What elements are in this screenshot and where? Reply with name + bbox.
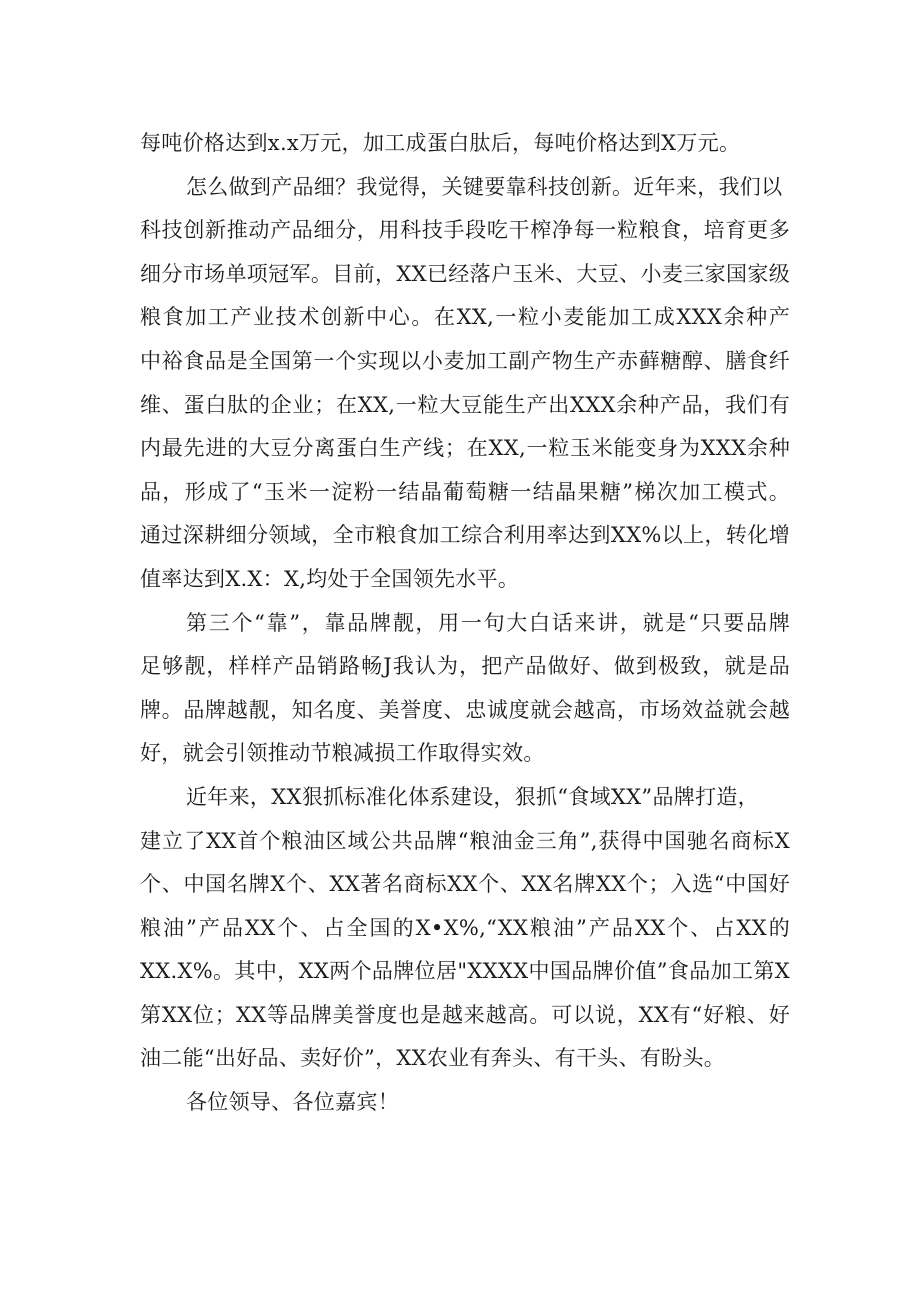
text-line: 内最先进的大豆分离蛋白生产线；在XX,一粒玉米能变身为XXX余种 [140, 436, 790, 461]
text-line: XX.X%。其中，XX两个品牌位居"XXXX中国品牌价值”食品加工第X [140, 959, 790, 984]
text-line: 近年来，XX狠抓标准化体系建设，狠抓“食域XX”品牌打造， [186, 784, 759, 809]
text-line: 每吨价格达到x.x万元，加工成蛋白肽后，每吨价格达到X万元。 [140, 131, 741, 155]
text-line: 粮油”产品XX个、占全国的X•X%,“XX粮油”产品XX个、占XX的 [140, 915, 790, 940]
text-line: 维、蛋白肽的企业；在XX,一粒大豆能生产出XXX余种产品，我们有 [140, 392, 790, 417]
text-line: 好，就会引领推动节粮减损工作取得实效。 [140, 741, 545, 766]
text-line: 牌。品牌越靓，知名度、美誉度、忠诚度就会越高，市场效益就会越 [140, 697, 790, 722]
text-line: 油二能“出好品、卖好价”，XX农业有奔头、有干头、有盼头。 [140, 1046, 726, 1071]
text-line: 足够靓，样样产品销路畅J我认为，把产品做好、做到极致，就是品 [140, 654, 790, 679]
text-line: 怎么做到产品细？我觉得，关键要靠科技创新。近年来，我们以 [186, 174, 783, 199]
text-line: 各位领导、各位嘉宾！ [186, 1090, 399, 1115]
text-line: 通过深耕细分领域，全市粮食加工综合利用率达到XX%以上，转化增 [140, 523, 790, 548]
text-line: 细分市场单项冠军。目前，XX已经落户玉米、大豆、小麦三家国家级 [140, 261, 790, 286]
text-line: 粮食加工产业技术创新中心。在XX,一粒小麦能加工成XXX余种产 [140, 305, 790, 330]
text-line: 品，形成了“玉米一淀粉一结晶葡萄糖一结晶果糖”梯次加工模式。 [140, 479, 790, 504]
text-line: 第三个“靠”，靠品牌靓，用一句大白话来讲，就是“只要品牌 [186, 610, 790, 635]
text-line: 个、中国名牌X个、XX著名商标XX个、XX名牌XX个；入选“中国好 [140, 872, 790, 897]
text-line: 建立了XX首个粮油区域公共品牌“粮油金三角”,获得中国驰名商标X [140, 828, 790, 853]
document-page [140, 122, 790, 1125]
text-line: 科技创新推动产品细分，用科技手段吃干榨净每一粒粮食，培育更多 [140, 218, 790, 243]
text-line: 中裕食品是全国第一个实现以小麦加工副产物生产赤藓糖醇、膳食纤 [140, 348, 790, 373]
text-line: 值率达到X.X：X,均处于全国领先水平。 [140, 566, 520, 591]
text-line: 第XX位；XX等品牌美誉度也是越来越高。可以说，XX有“好粮、好 [140, 1002, 790, 1027]
